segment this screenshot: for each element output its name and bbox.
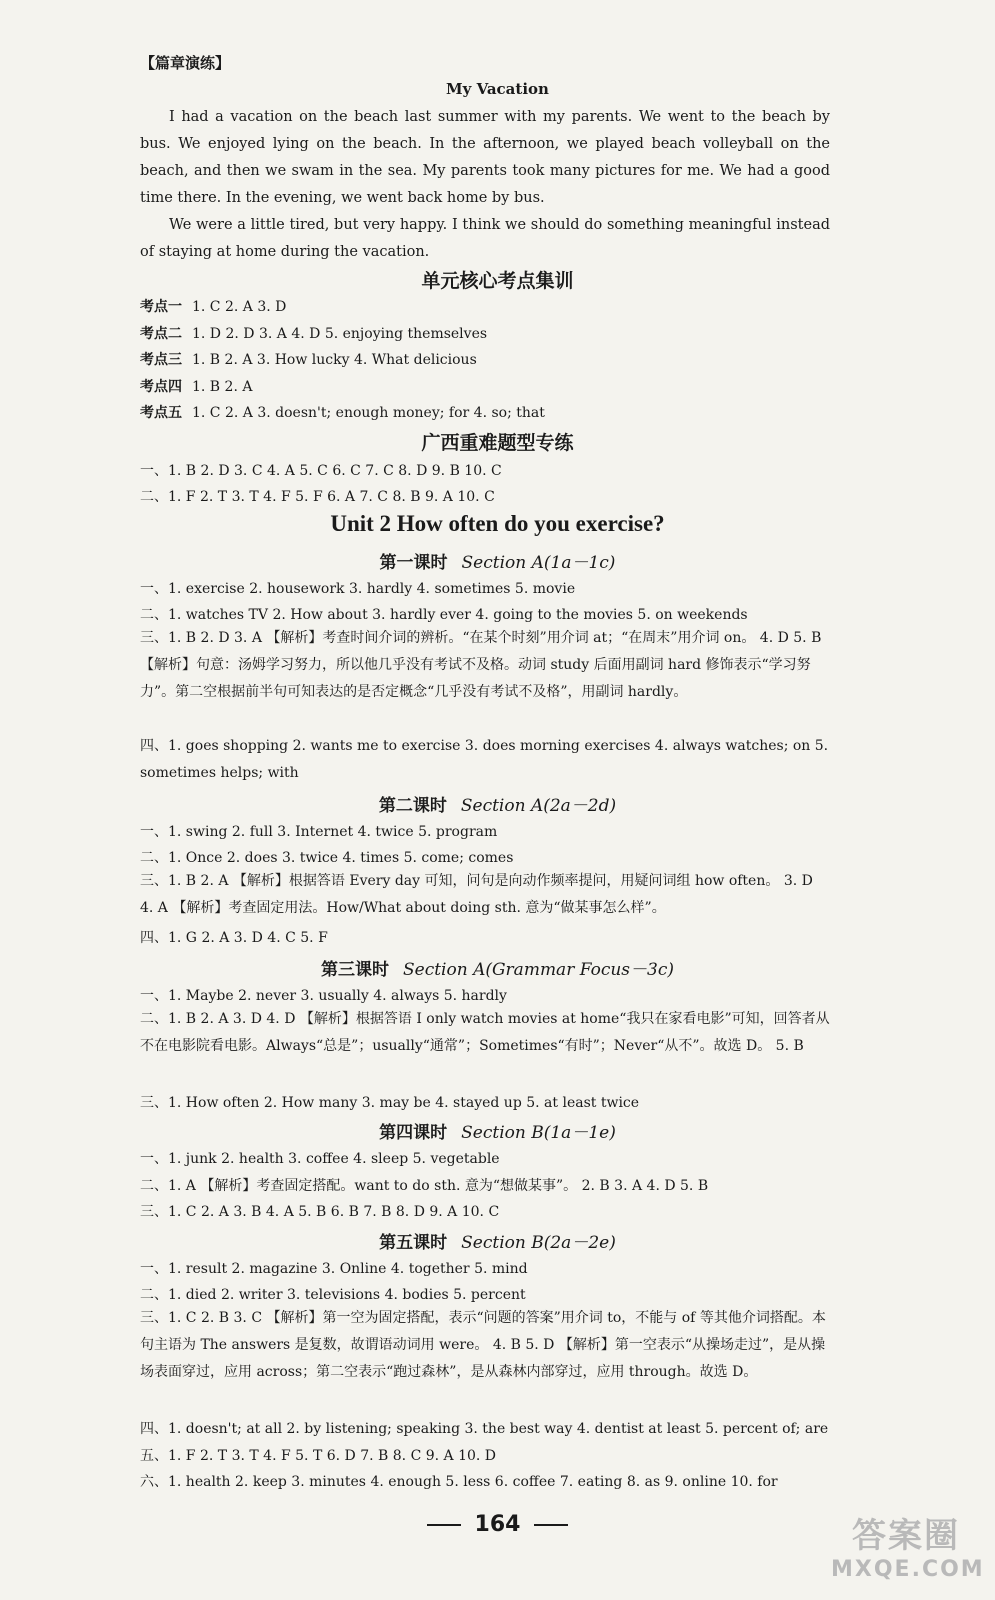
- answer-paragraph: 三、1. C 2. B 3. C 【解析】第一空为固定搭配，表示“问题的答案”用介词 to，不能与 of 等其他介词搭配。本句主语为 The answers 是复数，故谓语动词用 were。 4. B 5. D 【解析】第一空表示“从操场走过”，是从操场表面穿过，应用 across；第二空表示“跑过森林”，是从森林内部穿过，应用 through。故选 D。: [140, 1310, 826, 1380]
- answer-line: 二、1. A 【解析】考查固定搭配。want to do sth. 意为“想做某事”。 2. B 3. A 4. D 5. B: [140, 1178, 709, 1194]
- answer-paragraph: 三、1. B 2. D 3. A 【解析】考查时间介词的辨析。“在某个时刻”用介词 at；“在周末”用介词 on。 4. D 5. B 【解析】句意：汤姆学习努力，所以他几乎没有考试不及格。动词 study 后面用副词 hard 修饰表示“学习努力”。第二空根据前半句可知表达的是否定概念“几乎没有考试不及格”，用副词 hardly。: [140, 630, 822, 700]
- answer-line: 一、1. swing 2. full 3. Internet 4. twice 5. program: [140, 824, 498, 840]
- lesson-heading: 第一课时 Section A(1a－1c): [379, 553, 616, 573]
- watermark-logo: 答案圈 MXQE.COM: [831, 1516, 985, 1582]
- essay-paragraph-1: I had a vacation on the beach last summer with my parents. We went to the beach by bus. We enjoyed lying on the beach. In the afternoon, we played beach volleyball on the beach, and then we swam in the sea. My parents took many pictures for me. We had a good time there. In the evening, we went back home by bus.: [140, 109, 830, 206]
- answer-line: 四、1. G 2. A 3. D 4. C 5. F: [140, 930, 328, 946]
- core-row: 考点五 1. C 2. A 3. doesn't; enough money; for 4. so; that: [140, 405, 545, 421]
- unit-title: Unit 2 How often do you exercise?: [330, 511, 665, 536]
- answer-paragraph: 三、1. B 2. A 【解析】根据答语 Every day 可知，问句是向动作频率提问，用疑问词组 how often。 3. D 4. A 【解析】考查固定用法。How/What about doing sth. 意为“做某事怎么样”。: [140, 873, 813, 916]
- answer-paragraph: 四、1. goes shopping 2. wants me to exercise 3. does morning exercises 4. always watches; on 5. sometimes helps; with: [140, 738, 829, 781]
- lesson-heading: 第四课时 Section B(1a－1e): [379, 1123, 616, 1143]
- answer-line: 二、1. watches TV 2. How about 3. hardly ever 4. going to the movies 5. on weekends: [140, 607, 748, 623]
- guangxi-row: 二、1. F 2. T 3. T 4. F 5. F 6. A 7. C 8. B 9. A 10. C: [140, 489, 495, 505]
- page-number: 164: [0, 1512, 995, 1537]
- dash-right: [534, 1524, 568, 1526]
- answer-line: 二、1. died 2. writer 3. televisions 4. bodies 5. percent: [140, 1287, 526, 1303]
- essay-title: My Vacation: [446, 80, 549, 98]
- dash-left: [427, 1524, 461, 1526]
- answer-line: 一、1. junk 2. health 3. coffee 4. sleep 5. vegetable: [140, 1151, 500, 1167]
- answer-line: 二、1. Once 2. does 3. twice 4. times 5. come; comes: [140, 850, 514, 866]
- lesson-heading: 第三课时 Section A(Grammar Focus－3c): [320, 960, 674, 980]
- core-heading: 单元核心考点集训: [421, 270, 574, 292]
- guangxi-heading: 广西重难题型专练: [421, 432, 574, 454]
- answer-line: 六、1. health 2. keep 3. minutes 4. enough 5. less 6. coffee 7. eating 8. as 9. online 10. for: [140, 1474, 778, 1490]
- answer-paragraph: 二、1. B 2. A 3. D 4. D 【解析】根据答语 I only watch movies at home“我只在家看电影”可知，回答者从不在电影院看电影。Always“总是”；usually“通常”；Sometimes“有时”；Never“从不”。故选 D。 5. B: [140, 1011, 830, 1054]
- answer-line: 三、1. C 2. A 3. B 4. A 5. B 6. B 7. B 8. D 9. A 10. C: [140, 1204, 500, 1220]
- lesson-heading: 第二课时 Section A(2a－2d): [378, 796, 617, 816]
- section-tag: 【篇章演练】: [140, 54, 231, 72]
- core-row: 考点三 1. B 2. A 3. How lucky 4. What delicious: [140, 352, 477, 368]
- answer-line: 一、1. exercise 2. housework 3. hardly 4. sometimes 5. movie: [140, 581, 576, 597]
- guangxi-row: 一、1. B 2. D 3. C 4. A 5. C 6. C 7. C 8. D 9. B 10. C: [140, 463, 502, 479]
- essay-paragraph-2: We were a little tired, but very happy. I think we should do something meaningful instead of staying at home during the vacation.: [140, 217, 830, 260]
- essay-body: [140, 104, 830, 266]
- answer-line: 一、1. Maybe 2. never 3. usually 4. always 5. hardly: [140, 988, 507, 1004]
- core-row: 考点一 1. C 2. A 3. D: [140, 299, 287, 315]
- answer-line: 一、1. result 2. magazine 3. Online 4. together 5. mind: [140, 1261, 528, 1277]
- core-row: 考点四 1. B 2. A: [140, 379, 253, 395]
- core-row: 考点二 1. D 2. D 3. A 4. D 5. enjoying themselves: [140, 326, 488, 342]
- answer-line: 四、1. doesn't; at all 2. by listening; speaking 3. the best way 4. dentist at least 5. percent of; are: [140, 1421, 829, 1437]
- answer-line: 五、1. F 2. T 3. T 4. F 5. T 6. D 7. B 8. C 9. A 10. D: [140, 1448, 497, 1464]
- lesson-heading: 第五课时 Section B(2a－2e): [379, 1233, 616, 1253]
- answer-line: 三、1. How often 2. How many 3. may be 4. stayed up 5. at least twice: [140, 1095, 640, 1111]
